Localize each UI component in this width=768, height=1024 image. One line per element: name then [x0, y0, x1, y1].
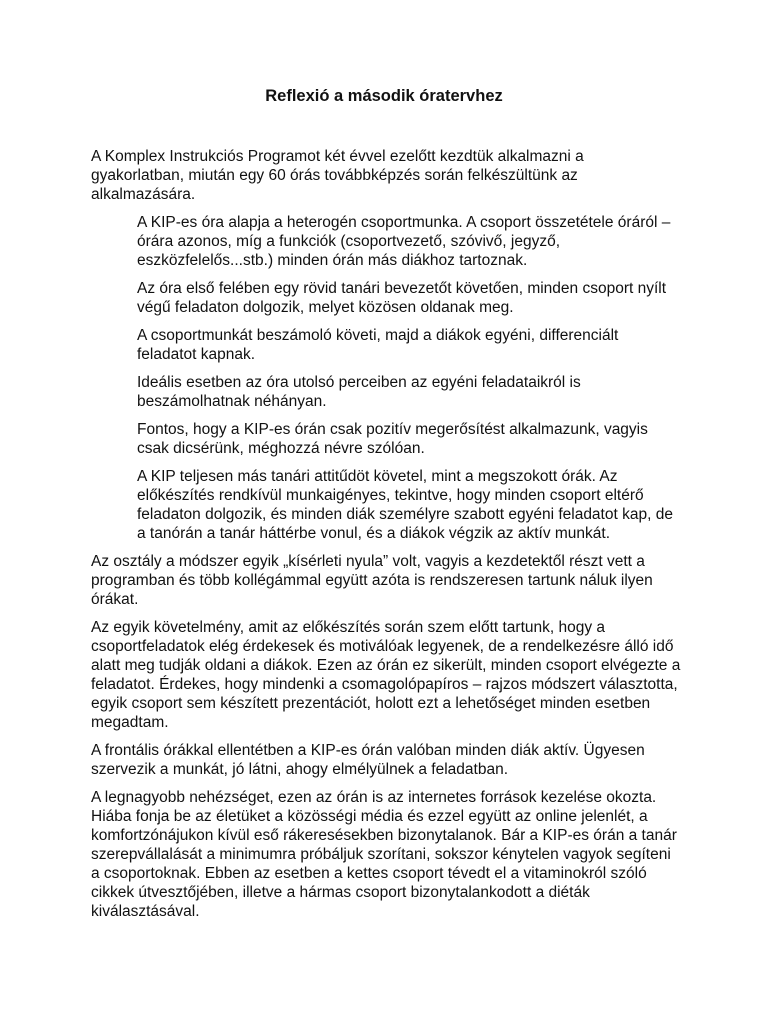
paragraph-difficulties: A legnagyobb nehézséget, ezen az órán is az internetes források kezelése okozta. Hiába fonja be az életüket a közösségi média és ezzel együtt az online jelenlét, a komfortzónájukon kívül eső rákeresésekben bizonytalanok. Bár a KIP-es órán a tanár szerepvállalását a minimumra próbáljuk szorítani, sokszor kénytelen vagyok segíteni a csoportoknak. Ebben az esetben a kettes csoport tévedt el a vitaminokról szóló cikkek útvesztőjében, illetve a hármas csoport bizonytalankodott a diéták kiválasztásával. — [91, 789, 677, 920]
paragraph-teacher-attitude: A KIP teljesen más tanári attitűdöt követel, mint a megszokott órák. Az előkészítés rendkívül munkaigényes, tekintve, hogy minden csoport eltérő feladaton dolgozik, és minden diák személyre szabott egyéni feladatot kap, de a tanórán a tanár háttérbe vonul, és a diákok végzik az aktív munkát. — [137, 468, 673, 542]
paragraph-class-history: Az osztály a módszer egyik „kísérleti nyula” volt, vagyis a kezdetektől részt vett a programban és több kollégámmal együtt azóta is rendszeresen tartunk náluk ilyen órákat. — [91, 553, 653, 608]
paragraph-first-half: Az óra első felében egy rövid tanári bevezetőt követően, minden csoport nyílt végű feladaton dolgozik, melyet közösen oldanak meg. — [137, 280, 667, 316]
document-body — [91, 147, 681, 930]
paragraph-intro: A Komplex Instrukciós Programot két évvel ezelőtt kezdtük alkalmazni a gyakorlatban, miután egy 60 órás továbbképzés során felkészültünk az alkalmazására. — [91, 148, 584, 203]
paragraph-ideal-case: Ideális esetben az óra utolsó perceiben az egyéni feladataikról is beszámolhatnak néhányan. — [137, 374, 581, 410]
paragraph-frontal-contrast: A frontális órákkal ellentétben a KIP-es órán valóban minden diák aktív. Ügyesen szervezik a munkát, jó látni, ahogy elmélyülnek a feladatban. — [91, 742, 645, 778]
document-title: Reflexió a második óratervhez — [265, 87, 503, 105]
paragraph-positive-feedback: Fontos, hogy a KIP-es órán csak pozitív megerősítést alkalmazunk, vagyis csak dicsérünk, méghozzá névre szólóan. — [137, 421, 648, 457]
paragraph-kip-basis: A KIP-es óra alapja a heterogén csoportmunka. A csoport összetétele óráról – órára azonos, míg a funkciók (csoportvezető, szóvivő, jegyző, eszközfelelős...stb.) minden órán más diákhoz tartoznak. — [137, 214, 671, 269]
paragraph-requirements: Az egyik követelmény, amit az előkészítés során szem előtt tartunk, hogy a csoportfeladatok elég érdekesek és motiválóak legyenek, de a rendelkezésre álló idő alatt meg tudják oldani a diákok. Ezen az órán ez sikerült, minden csoport elvégezte a feladatot. Érdekes, hogy mindenki a csomagolópapíros – rajzos módszert választotta, egyik csoport sem készített prezentációt, holott ezt a lehetőséget minden esetben megadtam. — [91, 619, 681, 731]
paragraph-report: A csoportmunkát beszámoló követi, majd a diákok egyéni, differenciált feladatot kapnak. — [137, 327, 619, 363]
